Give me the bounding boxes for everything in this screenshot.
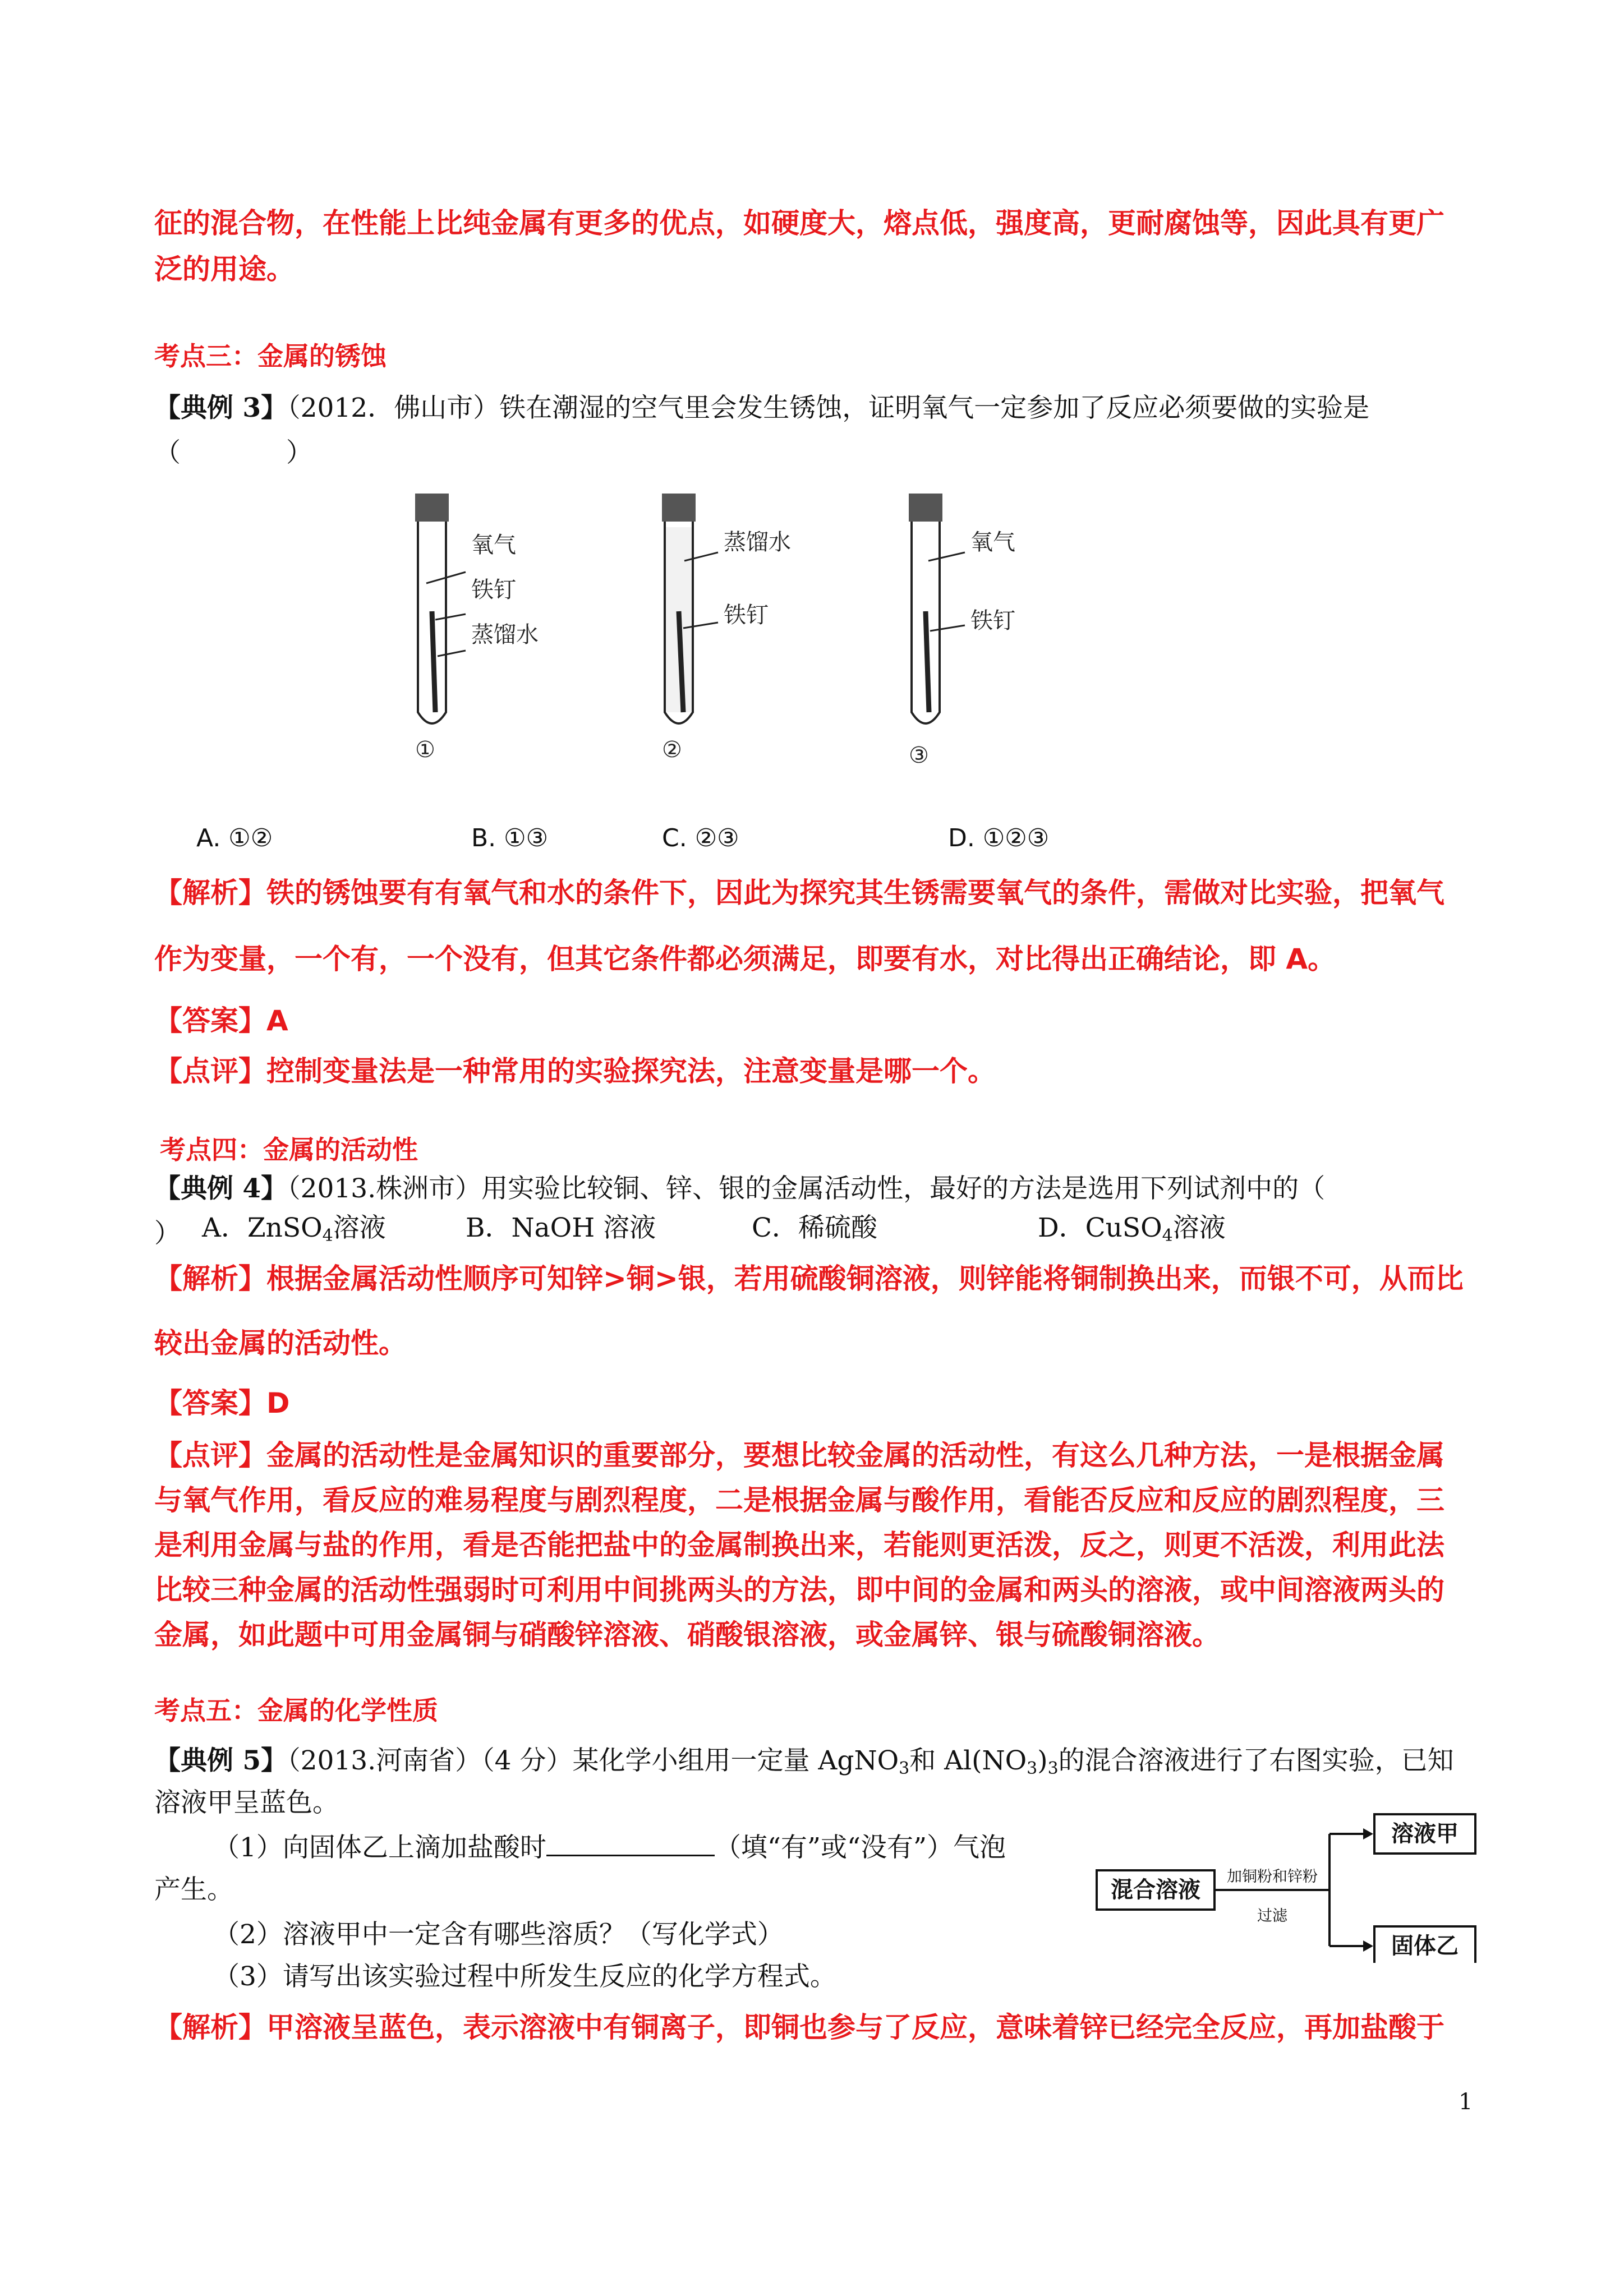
example3-tag: 【典例 3】	[154, 393, 288, 423]
example4-option-b: B．NaOH 溶液	[466, 1212, 656, 1243]
example3-text: （2012．佛山市）铁在潮湿的空气里会发生锈蚀，证明氧气一定参加了反应必须要做的实验是	[287, 393, 1370, 423]
flow-out2-label: 固体乙	[1391, 1933, 1459, 1959]
analysis4-tag: 【解析】	[154, 1262, 266, 1295]
comment3-text: 控制变量法是一种常用的实验探究法，注意变量是哪一个。	[266, 1055, 996, 1087]
analysis4-line-1	[154, 1256, 1473, 1301]
analysis4-text-1: 根据金属活动性顺序可知锌>铜>银，若用硫酸铜溶液，则锌能将铜制换出来，而银不可，从而比	[266, 1262, 1464, 1295]
example5-mid: 和 Al(NO	[909, 1745, 1027, 1776]
comment3-tag: 【点评】	[154, 1055, 266, 1087]
example4-option-a-sub: 4	[322, 1226, 333, 1246]
q2-line: （2）溶液甲中一定含有哪些溶质？（写化学式）	[213, 1919, 784, 1950]
tube-2-number: ②	[662, 737, 682, 763]
example5-line-1	[154, 1739, 1473, 1783]
flow-arrow-bottom-label: 过滤	[1257, 1907, 1287, 1925]
intro-line-1: 征的混合物，在性能上比纯金属有更多的优点，如硬度大，熔点低，强度高，更耐腐蚀等，因此具有更广	[154, 207, 1444, 239]
flow-diagram	[1094, 1811, 1487, 1963]
example5-sub1: 3	[899, 1759, 910, 1778]
q1-line-2: 产生。	[154, 1874, 233, 1905]
comment4-tag: 【点评】	[154, 1439, 266, 1472]
example5-tag: 【典例 5】	[154, 1745, 288, 1776]
example5-mid2: )	[1037, 1745, 1048, 1776]
tube-3-label-2: 铁钉	[970, 608, 1015, 634]
test-tubes-figure	[381, 488, 1111, 780]
flow-arrow-top-label: 加铜粉和锌粉	[1227, 1868, 1318, 1885]
comment4-line-2: 与氧气作用，看反应的难易程度与剧烈程度，二是根据金属与酸作用，看能否反应和反应的剧烈程度，三	[154, 1484, 1444, 1516]
analysis3-text-1: 铁的锈蚀要有有氧气和水的条件下，因此为探究其生锈需要氧气的条件，需做对比实验，把氧气	[266, 877, 1444, 909]
example4-options	[202, 1206, 1520, 1251]
analysis5-line-1	[154, 2005, 1473, 2050]
comment3	[154, 1049, 1473, 1094]
tube-2	[662, 494, 791, 763]
section4-heading: 考点四：金属的活动性	[160, 1135, 418, 1165]
answer4	[154, 1381, 1473, 1426]
answer4-tag: 【答案】	[154, 1387, 266, 1419]
tube-1-number: ①	[415, 737, 435, 763]
flow-out1-label: 溶液甲	[1391, 1821, 1459, 1847]
example4-close: ）	[154, 1218, 181, 1249]
q1-line	[213, 1825, 1111, 1870]
section3-heading: 考点三：金属的锈蚀	[154, 341, 387, 371]
analysis3-tag: 【解析】	[154, 877, 266, 909]
answer3	[154, 998, 1473, 1043]
example4-option-d-post: 溶液	[1172, 1212, 1226, 1243]
tube-3	[909, 494, 1015, 768]
analysis5-text-1: 甲溶液呈蓝色，表示溶液中有铜离子，即铜也参与了反应，意味着锌已经完全反应，再加盐酸于	[266, 2011, 1444, 2044]
answer4-value: D	[266, 1387, 290, 1419]
example3-option-c: C. ②③	[662, 824, 739, 852]
example5-line-2: 溶液甲呈蓝色。	[154, 1787, 339, 1818]
example4-option-a-pre: A．ZnSO	[202, 1212, 323, 1243]
comment4-line-5: 金属，如此题中可用金属铜与硝酸锌溶液、硝酸银溶液，或金属锌、银与硫酸铜溶液。	[154, 1619, 1220, 1651]
q1-post: （填“有”或“没有”）气泡	[714, 1832, 1006, 1863]
answer3-tag: 【答案】	[154, 1004, 266, 1037]
analysis5-tag: 【解析】	[154, 2011, 266, 2044]
example4-option-d	[1038, 1206, 1226, 1251]
tube-1-label-3: 蒸馏水	[471, 622, 539, 648]
intro-line-2: 泛的用途。	[154, 253, 295, 285]
q1-pre: （1）向固体乙上滴加盐酸时	[213, 1832, 546, 1863]
analysis3-line-1	[154, 870, 1473, 915]
q1-answer-blank[interactable]	[546, 1830, 715, 1856]
comment4-line-4: 比较三种金属的活动性强弱时可利用中间挑两头的方法，即中间的金属和两头的溶液，或中间溶液两头的	[154, 1574, 1444, 1606]
example3-line	[154, 386, 1473, 431]
comment4-line-1	[154, 1433, 1473, 1478]
tube-3-label-1: 氧气	[970, 529, 1015, 555]
analysis4-line-2: 较出金属的活动性。	[154, 1327, 407, 1359]
example4-text: （2013.株洲市）用实验比较铜、锌、银的金属活动性，最好的方法是选用下列试剂中的（	[287, 1173, 1326, 1204]
example3-options	[196, 816, 1515, 861]
q3-line: （3）请写出该实验过程中所发生反应的化学方程式。	[213, 1961, 836, 1992]
flow-start-label: 混合溶液	[1111, 1877, 1200, 1903]
example4-option-c: C．稀硫酸	[752, 1212, 877, 1243]
section5-heading: 考点五：金属的化学性质	[154, 1695, 438, 1726]
tube-1-label-2: 铁钉	[471, 577, 516, 603]
tube-2-label-2: 铁钉	[724, 602, 769, 628]
page-number: 1	[1459, 2089, 1473, 2115]
comment4-line-3: 是利用金属与盐的作用，看是否能把盐中的金属制换出来，若能则更活泼，反之，则更不活泼，利用此法	[154, 1529, 1444, 1561]
example3-option-b: B. ①③	[471, 824, 549, 852]
example5-sub3: 3	[1047, 1759, 1059, 1778]
tube-3-number: ③	[909, 743, 929, 768]
example4-option-d-pre: D．CuSO	[1038, 1212, 1162, 1243]
comment4-text-1: 金属的活动性是金属知识的重要部分，要想比较金属的活动性，有这么几种方法，一是根据金属	[266, 1439, 1444, 1472]
answer3-value: A	[266, 1004, 288, 1037]
example5-post: 的混合溶液进行了右图实验，已知	[1058, 1745, 1454, 1776]
example4-option-a	[202, 1206, 466, 1251]
example5-pre: （2013.河南省）（4 分）某化学小组用一定量 AgNO	[287, 1745, 899, 1776]
tube-1-label-1: 氧气	[471, 532, 516, 558]
example3-option-d: D. ①②③	[948, 824, 1050, 852]
tube-1	[415, 494, 539, 763]
example4-option-d-sub: 4	[1162, 1226, 1173, 1246]
analysis3-line-2: 作为变量，一个有，一个没有，但其它条件都必须满足，即要有水，对比得出正确结论，即 A。	[154, 943, 1336, 975]
example3-paren: （ ）	[154, 437, 312, 468]
example4-tag: 【典例 4】	[154, 1173, 288, 1204]
example3-option-a: A. ①②	[196, 824, 273, 852]
example4-option-a-post: 溶液	[333, 1212, 386, 1243]
tube-2-label-1: 蒸馏水	[724, 529, 791, 555]
example5-sub2: 3	[1027, 1759, 1038, 1778]
